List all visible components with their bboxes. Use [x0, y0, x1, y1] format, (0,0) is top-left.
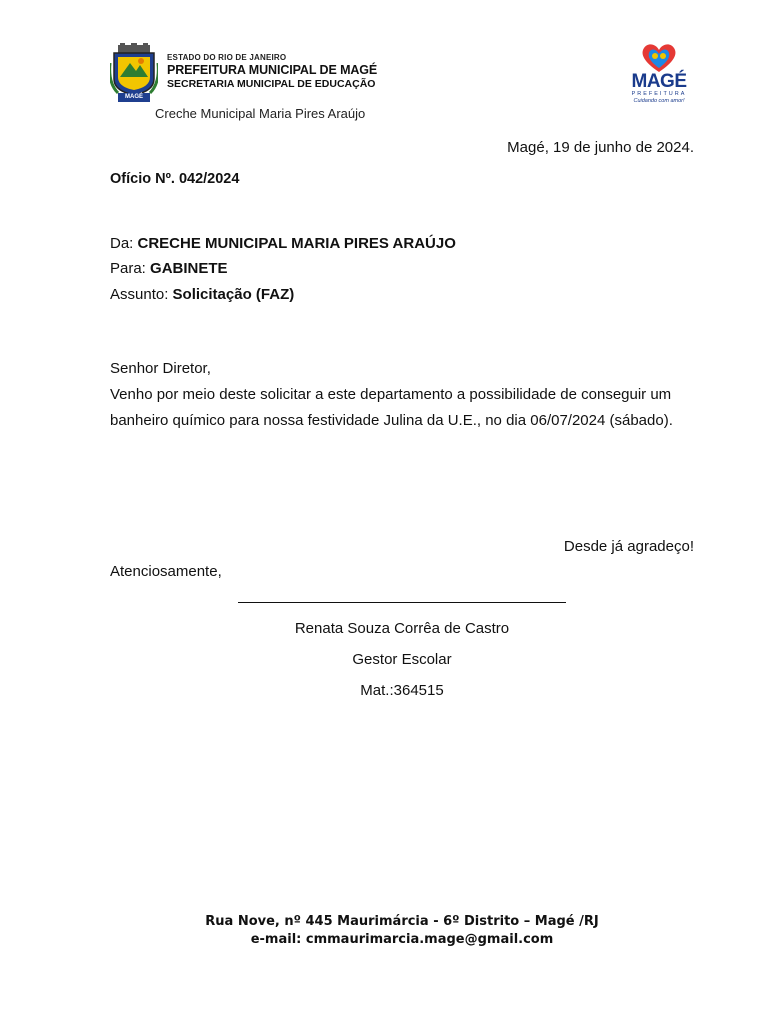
signatory-name: Renata Souza Corrêa de Castro: [294, 620, 510, 637]
regards-text: Atenciosamente,: [110, 563, 222, 580]
header-text: [167, 54, 377, 89]
signatory-role: Gestor Escolar: [352, 651, 452, 668]
to-field: [110, 260, 228, 277]
footer-email: e-mail: cmmaurimarcia.mage@gmail.com: [250, 932, 554, 947]
crest-label: MAGÉ: [125, 94, 143, 100]
header-prefeitura: PREFEITURA MUNICIPAL DE MAGÉ: [167, 63, 378, 77]
body-line-1: Venho por meio deste solicitar a este departamento a possibilidade de conseguir um: [110, 386, 672, 403]
from-value: CRECHE MUNICIPAL MARIA PIRES ARAÚJO: [137, 235, 456, 252]
header-state: ESTADO DO RIO DE JANEIRO: [167, 53, 287, 62]
logo-subtitle: PREFEITURA: [631, 91, 687, 97]
from-label: Da:: [110, 235, 134, 252]
subject-label: Assunto:: [110, 286, 169, 303]
logo-slogan: Cuidando com amor!: [633, 98, 685, 104]
from-field: [110, 235, 456, 252]
mage-heart-logo-icon: [640, 42, 678, 74]
to-label: Para:: [110, 260, 146, 277]
body-line-2: banheiro químico para nossa festividade Julina da U.E., no dia 06/07/2024 (sábado).: [110, 412, 673, 429]
signatory-mat: Mat.:364515: [360, 682, 444, 699]
subject-field: [110, 286, 294, 303]
signature-line: [238, 602, 566, 603]
logo-name: MAGÉ: [631, 71, 687, 92]
oficio-number: Ofício Nº. 042/2024: [110, 171, 240, 187]
footer-address: Rua Nove, nº 445 Maurimárcia - 6º Distrito – Magé /RJ: [205, 914, 599, 929]
header-secretaria: SECRETARIA MUNICIPAL DE EDUCAÇÃO: [167, 77, 376, 90]
subject-value: Solicitação (FAZ): [172, 286, 295, 303]
school-name: Creche Municipal Maria Pires Araújo: [155, 106, 366, 121]
letter-body: [110, 356, 710, 434]
thanks-text: Desde já agradeço!: [563, 538, 694, 555]
to-value: GABINETE: [150, 260, 228, 277]
letter-date: Magé, 19 de junho de 2024.: [507, 139, 694, 156]
greeting: Senhor Diretor,: [110, 360, 211, 377]
